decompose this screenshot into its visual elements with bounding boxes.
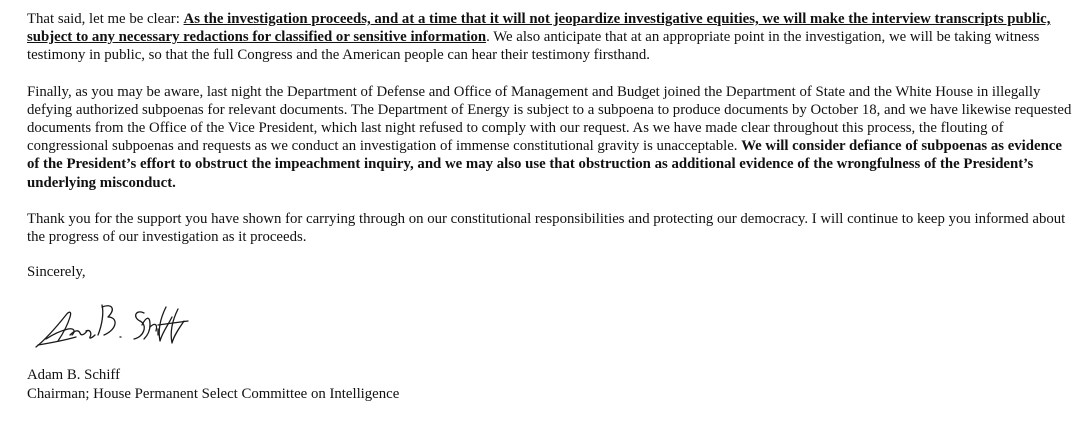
signature-block [27, 366, 1073, 402]
paragraph-thanks [27, 210, 1073, 246]
paragraph-continuation: . We also anticipate that at an appropriate point in the investigation, we will be taking witness testimony in public, so that the full Congress and the American people can hear their testimony firsthand. [27, 29, 1040, 64]
paragraph-lead: That said, let me be clear: [27, 11, 184, 27]
emphasized-commitment: As the investigation proceeds, and at a time that it will not jeopardize investigative equities, we will make the interview transcripts public, subject to any necessary redactions for classified or sensitive information [27, 11, 1051, 46]
closing-salutation: Sincerely, [27, 264, 86, 281]
signer-name: Adam B. Schiff [27, 367, 121, 384]
letter-body [27, 10, 1073, 403]
signer-title: Chairman; House Permanent Select Committee on Intelligence [27, 385, 400, 402]
paragraph-subpoena-defiance [27, 83, 1073, 192]
paragraph-text: Finally, as you may be aware, last night the Department of Defense and Office of Management and Budget joined the Department of State and the White House in illegally defying authorized subpoenas for relevant documents. The Department of Energy is subject to a subpoena to produce documents by October 18, and we have likewise requested documents from the Office of the Vice President, which last night refused to comply with our request. As we have made clear throughout this process, the flouting of congressional subpoenas and requests as we conduct an investigation of immense constitutional gravity is unacceptable. [27, 83, 1072, 155]
paragraph-text: Thank you for the support you have shown for carrying through on our constitutional responsibilities and protecting our democracy. I will continue to keep you informed about the progress of our investigation as it proceeds. [27, 210, 1066, 246]
bold-warning: We will consider defiance of subpoenas as evidence of the President’s effort to obstruct the impeachment inquiry, and we may also use that obstruction as additional evidence of the wrongfulness of the President’s underlying misconduct. [27, 138, 1062, 191]
paragraph-public-transcripts [27, 10, 1073, 65]
signature-image [32, 295, 192, 353]
